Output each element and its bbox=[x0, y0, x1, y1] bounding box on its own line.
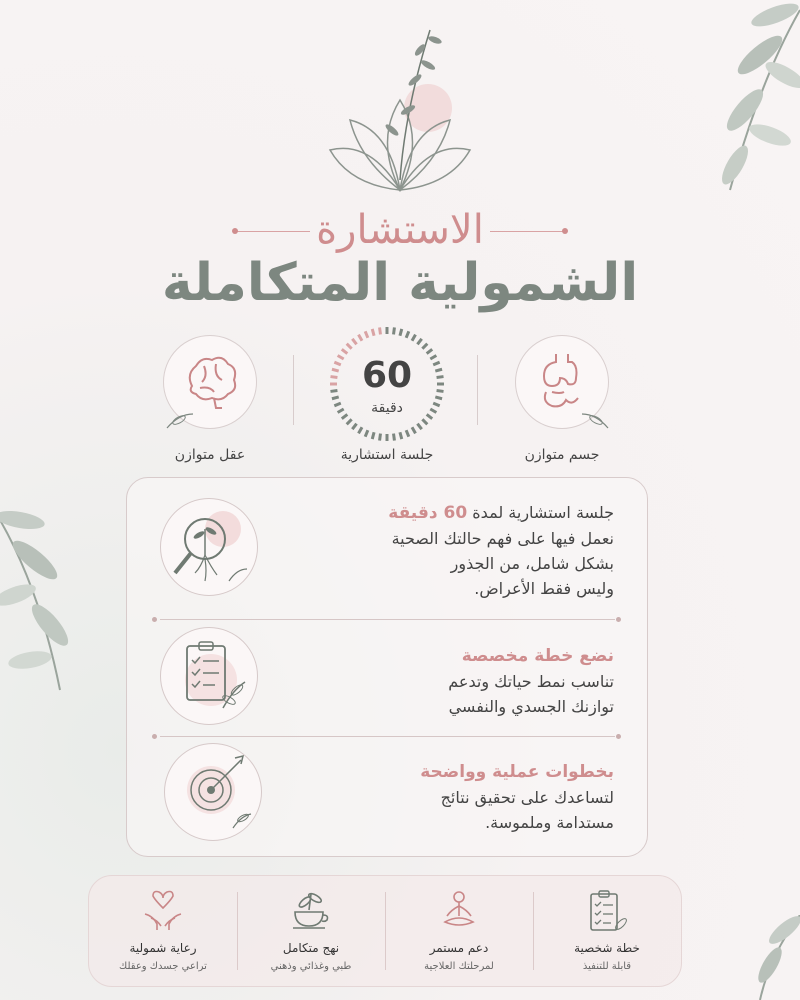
ring-tick bbox=[342, 349, 348, 353]
feature-divider-dot bbox=[616, 617, 621, 622]
benefit-item-ongoing-support bbox=[385, 876, 533, 986]
leaf-branch-left bbox=[0, 500, 90, 700]
ring-tick bbox=[365, 430, 368, 436]
ring-tick bbox=[372, 432, 374, 439]
feature-divider-dot bbox=[152, 617, 157, 622]
intestines-leaf-icon bbox=[580, 410, 610, 430]
ring-tick bbox=[406, 430, 409, 436]
feature-icon-circle-3 bbox=[164, 743, 262, 841]
feature-2-line: توازنك الجسدي والنفسي bbox=[448, 697, 614, 716]
ring-tick bbox=[347, 419, 352, 424]
feature-divider-dot bbox=[152, 734, 157, 739]
ring-tick bbox=[332, 397, 339, 399]
stats-divider-right bbox=[477, 355, 478, 425]
clipboard-leaf-icon bbox=[585, 888, 629, 934]
ring-tick bbox=[417, 339, 421, 345]
feature-text-2 bbox=[254, 644, 614, 719]
feature-1-line: وليس فقط الأعراض. bbox=[474, 579, 614, 598]
ring-tick bbox=[412, 427, 416, 433]
feature-2-line: تناسب نمط حياتك وتدعم bbox=[448, 672, 614, 691]
target-arrow-icon bbox=[165, 744, 261, 840]
ring-tick bbox=[417, 424, 421, 430]
feature-3-line: لتساعدك على تحقيق نتائج bbox=[440, 788, 614, 807]
feature-divider-1 bbox=[160, 619, 615, 620]
ring-tick bbox=[359, 335, 363, 341]
ring-tick bbox=[394, 327, 395, 334]
feature-3-line: مستدامة وملموسة. bbox=[485, 813, 614, 832]
feature-1-line: نعمل فيها على فهم حالتك الصحية bbox=[391, 529, 614, 548]
stats-divider-left bbox=[293, 355, 294, 425]
clipboard-checklist-icon bbox=[161, 628, 257, 724]
ring-tick bbox=[365, 331, 368, 337]
ring-tick bbox=[427, 349, 433, 353]
ring-tick bbox=[352, 339, 356, 345]
benefit-title: خطة شخصية bbox=[574, 941, 640, 955]
ring-tick bbox=[400, 432, 402, 439]
ring-tick bbox=[347, 344, 352, 349]
hands-heart-icon bbox=[141, 888, 185, 934]
feature-1-headline bbox=[254, 500, 614, 526]
feature-1-prefix: جلسة استشارية لمدة bbox=[472, 503, 614, 522]
benefit-divider bbox=[533, 892, 534, 970]
feature-3-heading: بخطوات عملية وواضحة bbox=[420, 762, 614, 782]
feature-text-1 bbox=[254, 500, 614, 601]
ring-tick bbox=[372, 329, 374, 336]
benefit-divider bbox=[385, 892, 386, 970]
benefits-card bbox=[88, 875, 682, 987]
benefit-subtitle: طبي وغذائي وذهني bbox=[270, 961, 352, 972]
feature-divider-dot bbox=[616, 734, 621, 739]
ring-tick bbox=[380, 434, 381, 441]
feature-text-3 bbox=[254, 760, 614, 835]
ring-tick bbox=[422, 344, 427, 349]
benefit-subtitle: تراعي جسدك وعقلك bbox=[119, 961, 207, 972]
leaf-branch-bottom-right bbox=[730, 915, 800, 1000]
benefit-subtitle: قابلة للتنفيذ bbox=[582, 961, 632, 972]
ring-tick bbox=[412, 335, 416, 341]
stat-label-session: جلسة استشارية bbox=[340, 447, 434, 463]
benefit-title: نهج متكامل bbox=[282, 941, 340, 955]
ring-tick bbox=[422, 419, 427, 424]
ring-tick bbox=[435, 397, 442, 399]
benefit-subtitle: لمرحلتك العلاجية bbox=[424, 961, 494, 972]
ring-tick bbox=[359, 427, 363, 433]
page-title-line2: الشمولية المتكاملة bbox=[161, 253, 639, 313]
ring-tick bbox=[352, 424, 356, 430]
feature-1-highlight: 60 دقيقة bbox=[388, 503, 468, 523]
feature-2-heading: نضع خطة مخصصة bbox=[461, 646, 614, 666]
feature-1-line: بشكل شامل، من الجذور bbox=[450, 554, 614, 573]
stat-label-body: جسم متوازن bbox=[524, 447, 600, 463]
lotus-branch-logo bbox=[310, 20, 490, 200]
benefit-item-integrated-approach bbox=[237, 876, 385, 986]
feature-divider-2 bbox=[160, 736, 615, 737]
benefit-title: دعم مستمر bbox=[429, 941, 489, 955]
benefit-divider bbox=[237, 892, 238, 970]
ring-tick bbox=[406, 331, 409, 337]
ring-tick bbox=[380, 327, 381, 334]
benefit-item-holistic-care bbox=[89, 876, 237, 986]
page-title-line1: الاستشارة bbox=[316, 207, 484, 253]
feature-icon-circle-1 bbox=[160, 498, 258, 596]
benefit-title: رعاية شمولية bbox=[129, 941, 197, 955]
magnifier-plant-roots-icon bbox=[161, 499, 257, 595]
ring-tick bbox=[400, 329, 402, 336]
brain-leaf-icon bbox=[165, 410, 195, 430]
meditation-icon bbox=[437, 888, 481, 934]
leaf-branch-top-right bbox=[690, 0, 800, 200]
stat-label-mind: عقل متوازن bbox=[174, 447, 246, 463]
herbal-tea-cup-icon bbox=[289, 888, 333, 934]
session-duration-unit: دقيقة bbox=[371, 400, 403, 416]
feature-icon-circle-2 bbox=[160, 627, 258, 725]
benefit-item-personal-plan bbox=[533, 876, 681, 986]
ring-tick bbox=[394, 434, 395, 441]
session-duration-number: 60 bbox=[361, 355, 413, 396]
